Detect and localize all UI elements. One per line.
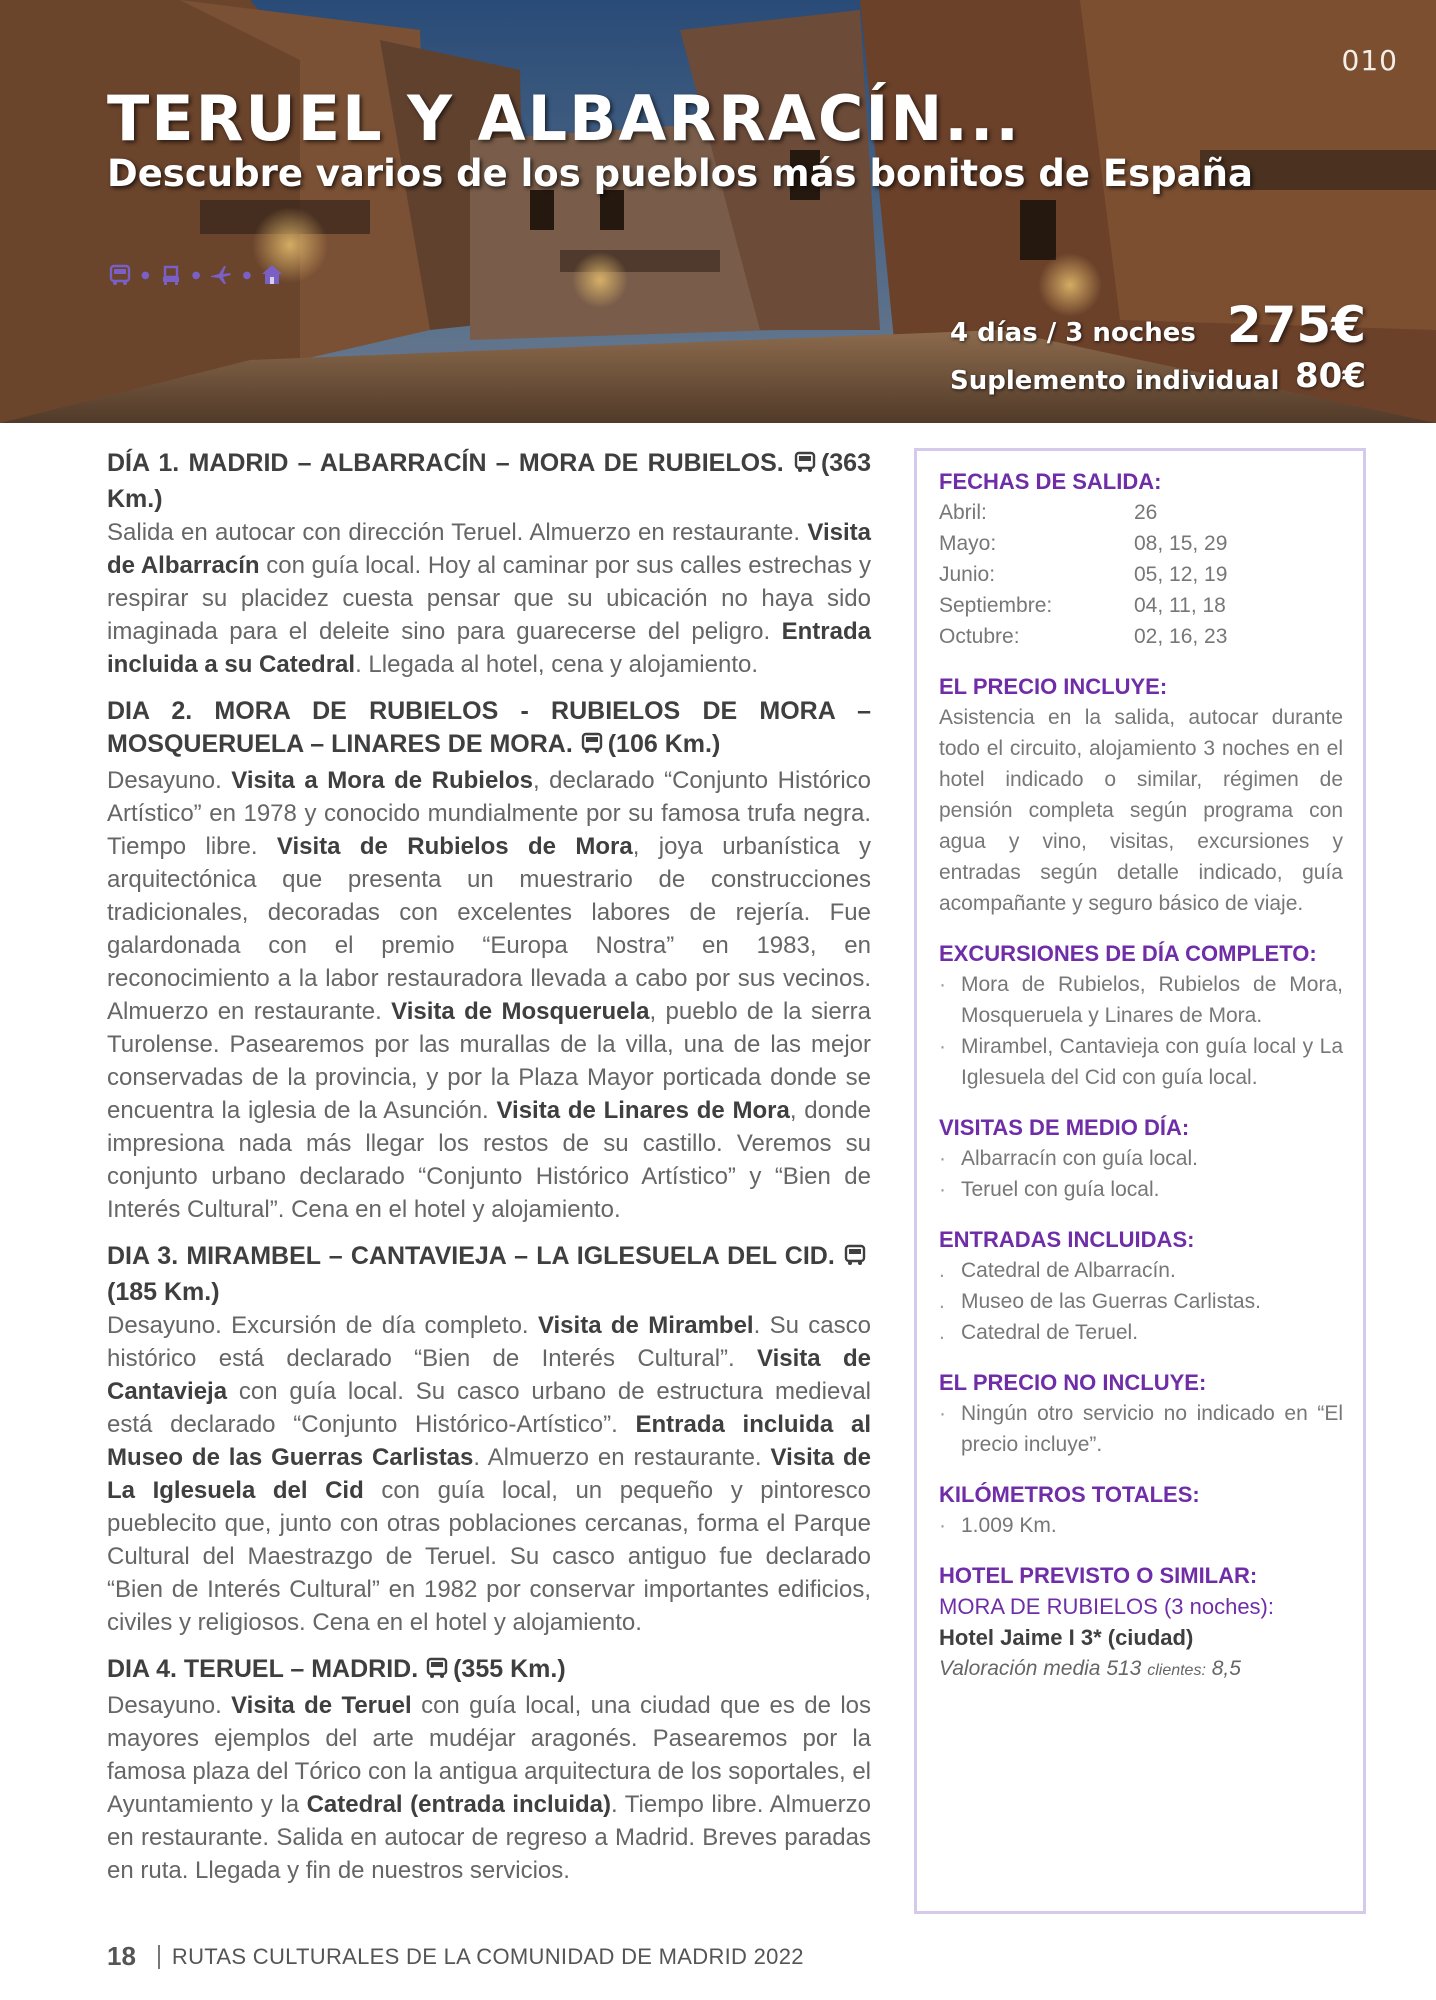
hero-banner	[0, 0, 1436, 423]
departure-month: Mayo:	[939, 532, 997, 555]
list-item: · Mirambel, Cantavieja con guía local y La Iglesuela del Cid con guía local.	[939, 1035, 1343, 1089]
bus-icon	[425, 1656, 449, 1689]
section-departure-dates	[939, 467, 1343, 652]
day-description: Desayuno. Visita de Teruel con guía local, una ciudad que es de los mayores ejemplos del arte mudéjar aragonés. Pasearemos por la famosa plaza del Tórico con la antigua arquitectura de los soportales, el Ayuntamiento y la Catedral (entrada incluida). Tiempo libre. Almuerzo en restaurante. Salida en autocar de regreso a Madrid. Breves paradas en ruta. Llegada y fin de nuestros servicios.	[107, 1692, 872, 1884]
departure-days: 04, 11, 18	[1134, 594, 1226, 617]
section-heading: EXCURSIONES DE DÍA COMPLETO:	[939, 941, 1317, 966]
departure-days: 26	[1134, 501, 1158, 524]
hero-photo	[0, 0, 1436, 423]
itinerary-day	[107, 1653, 871, 1887]
list-item: · Mora de Rubielos, Rubielos de Mora, Mosqueruela y Linares de Mora.	[939, 973, 1343, 1027]
hotel-name: Hotel Jaime I 3* (ciudad)	[939, 1625, 1194, 1650]
transport-icons	[107, 262, 285, 288]
list-item: . Museo de las Guerras Carlistas.	[939, 1290, 1261, 1313]
info-sidebar	[914, 448, 1366, 1914]
day-description: Salida en autocar con dirección Teruel. Almuerzo en restaurante. Visita de Albarracín con guía local. Hoy al caminar por sus calles estrechas y respirar su placidez cuesta pensar que su ubicación no haya sido imaginada para el deleite sino para guarecerse del peligro. Entrada incluida a su Catedral. Llegada al hotel, cena y alojamiento.	[107, 519, 871, 678]
list-item: · 1.009 Km.	[939, 1510, 1343, 1541]
list-item: · Albarracín con guía local.	[939, 1147, 1198, 1170]
section-half-day-visits	[939, 1113, 1343, 1205]
catalog-code: 010	[1341, 44, 1398, 77]
bus-icon	[580, 731, 604, 764]
itinerary-day	[107, 1240, 871, 1639]
footer-text: RUTAS CULTURALES DE LA COMUNIDAD DE MADRID 2022	[171, 1943, 804, 1969]
includes-text: Asistencia en la salida, autocar durante todo el circuito, alojamiento 3 noches en el hotel indicado o similar, régimen de pensión completa según programa con agua y vino, visitas, excursiones y entradas según detalle indicado, guía acompañante y seguro básico de viaje.	[939, 706, 1343, 915]
section-heading: KILÓMETROS TOTALES:	[939, 1482, 1200, 1507]
departure-month: Septiembre:	[939, 594, 1053, 617]
price: 275€	[1226, 296, 1366, 354]
section-heading: ENTRADAS INCLUIDAS:	[939, 1227, 1195, 1252]
itinerary-day	[107, 695, 871, 1226]
bus-icon	[843, 1243, 867, 1276]
departure-days: 02, 16, 23	[1134, 625, 1228, 648]
day-title: DÍA 1. MADRID – ALBARRACÍN – MORA DE RUBIELOS. (363 Km.)	[107, 449, 871, 513]
excursions-list	[939, 969, 1343, 1093]
day-distance: (106 Km.)	[607, 730, 721, 758]
half-day-list	[939, 1143, 1343, 1205]
list-item: . Catedral de Teruel.	[939, 1321, 1139, 1344]
day-title: DIA 4. TERUEL – MADRID. (355 Km.)	[107, 1653, 871, 1689]
section-total-km	[939, 1480, 1343, 1541]
itinerary-day	[107, 447, 871, 681]
page-footer	[107, 1941, 804, 1972]
section-heading: FECHAS DE SALIDA:	[939, 469, 1162, 494]
section-heading: HOTEL PREVISTO O SIMILAR:	[939, 1563, 1258, 1588]
hotel-city: MORA DE RUBIELOS (3 noches):	[939, 1594, 1274, 1619]
departure-month: Octubre:	[939, 625, 1020, 648]
itinerary	[107, 447, 871, 1901]
duration-label: 4 días / 3 noches	[950, 318, 1196, 348]
section-heading: VISITAS DE MEDIO DÍA:	[939, 1115, 1190, 1140]
day-description: Desayuno. Visita a Mora de Rubielos, declarado “Conjunto Histórico Artístico” en 1978 y conocido mundialmente por su famosa trufa negra. Tiempo libre. Visita de Rubielos de Mora, joya urbanística y arquitectónica que presenta un muestrario de construcciones tradicionales, decoradas con excelentes labores de rejería. Fue galardonada con el premio “Europa Nostra” en 1983, en reconocimiento a la labor restauradora llevada a cabo por sus vecinos. Almuerzo en restaurante. Visita de Mosqueruela, pueblo de la sierra Turolense. Pasearemos por las murallas de la villa, una de las mejor conservadas de la provincia, y por la Plaza Mayor porticada donde se encuentra la iglesia de la Asunción. Visita de Linares de Mora, donde impresiona nada más llegar los restos de su castillo. Veremos su conjunto urbano declarado “Conjunto Histórico Artístico” y “Bien de Interés Cultural”. Cena en el hotel y alojamiento.	[107, 767, 872, 1223]
plane-icon	[208, 262, 234, 288]
departure-days: 05, 12, 19	[1134, 563, 1228, 586]
day-distance: (185 Km.)	[107, 1278, 220, 1306]
page-title: TERUEL Y ALBARRACÍN...	[107, 82, 1021, 155]
rating-prefix: Valoración media 513	[939, 1657, 1142, 1680]
day-distance: (363 Km.)	[107, 449, 871, 513]
supplement-label: Suplemento individual	[950, 366, 1280, 396]
bus-icon	[793, 450, 817, 483]
section-heading: EL PRECIO NO INCLUYE:	[939, 1370, 1207, 1395]
list-item: . Catedral de Albarracín.	[939, 1259, 1176, 1282]
section-full-day-excursions	[939, 939, 1343, 1093]
separator-dot: ●	[191, 269, 201, 281]
departure-month: Abril:	[939, 501, 987, 524]
rating-value: 8,5	[1211, 1657, 1241, 1680]
section-heading: EL PRECIO INCLUYE:	[939, 674, 1168, 699]
hotel-rating	[939, 1653, 1343, 1686]
departure-month: Junio:	[939, 563, 996, 586]
separator-dot: ●	[242, 269, 252, 281]
total-km-value: 1.009 Km.	[961, 1514, 1057, 1537]
day-distance: (355 Km.)	[453, 1655, 566, 1683]
home-icon	[259, 262, 285, 288]
section-price-excludes	[939, 1368, 1343, 1460]
section-price-includes	[939, 672, 1343, 919]
day-title: DIA 2. MORA DE RUBIELOS - RUBIELOS DE MORA – MOSQUERUELA – LINARES DE MORA. (106 Km.)	[107, 695, 871, 764]
page-subtitle: Descubre varios de los pueblos más bonitos de España	[107, 152, 1253, 195]
bus-icon	[107, 262, 133, 288]
bed-icon	[158, 262, 184, 288]
section-included-entries	[939, 1225, 1343, 1348]
departure-days: 08, 15, 29	[1134, 532, 1228, 555]
separator-dot: ●	[141, 269, 150, 281]
footer-divider	[158, 1945, 160, 1969]
list-item: · Ningún otro servicio no indicado en “El precio incluye”.	[939, 1402, 1343, 1456]
section-hotel	[939, 1561, 1343, 1686]
rating-clients: clientes:	[1147, 1662, 1206, 1679]
day-title: DIA 3. MIRAMBEL – CANTAVIEJA – LA IGLESUELA DEL CID. (185 Km.)	[107, 1240, 871, 1309]
entries-list	[939, 1255, 1343, 1348]
day-description: Desayuno. Excursión de día completo. Visita de Mirambel. Su casco histórico está declarado “Bien de Interés Cultural”. Visita de Cantavieja con guía local. Su casco urbano de estructura medieval está declarado “Conjunto Histórico-Artístico”. Entrada incluida al Museo de las Guerras Carlistas. Almuerzo en restaurante. Visita de La Iglesuela del Cid con guía local, un pequeño y pintoresco pueblecito que, junto con otras poblaciones cercanas, forma el Parque Cultural del Maestrazgo de Teruel. Su casco antiguo fue declarado “Bien de Interés Cultural” en 1982 por conservar importantes edificios, civiles y religiosos. Cena en el hotel y alojamiento.	[107, 1312, 872, 1636]
supplement-price: 80€	[1295, 356, 1366, 396]
dates-table	[939, 497, 1343, 652]
list-item: · Teruel con guía local.	[939, 1178, 1160, 1201]
page-number: 18	[107, 1941, 136, 1971]
excludes-list	[939, 1398, 1343, 1460]
